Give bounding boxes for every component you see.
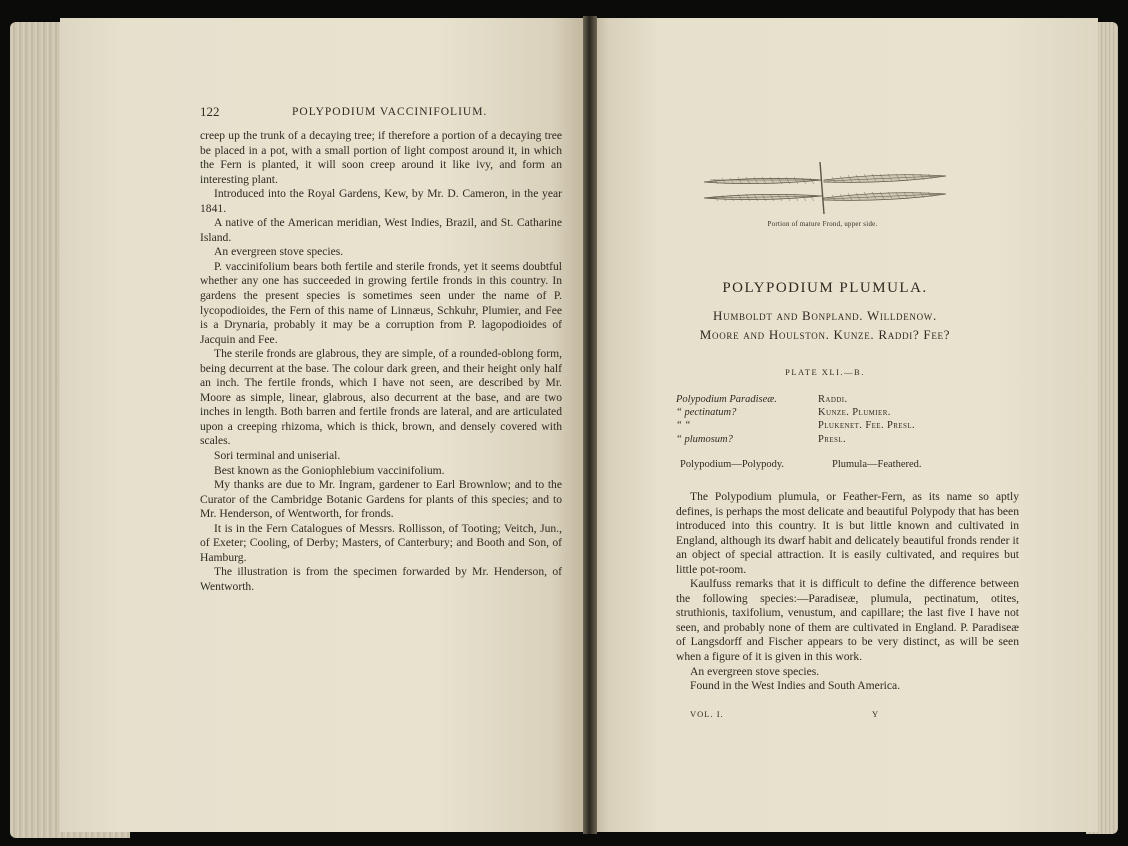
paragraph: The sterile fronds are glabrous, they are simple, of a rounded-oblong form, being decurrent at the base. The colour dark green, and their height only half an inch. The fertile fronds, which I have not seen, are described by Mr. Moore as simple, linear, glabrous, also decurrent at the base, and are two inches in length. Both barren and fertile fronds are lateral, and are articulated upon a creeping rhizoma, which is thick, brown, and densely covered with scales. <box>200 347 562 448</box>
running-header <box>200 106 570 122</box>
synonym-authority: Presl. <box>818 433 846 445</box>
right-body-text <box>676 490 1019 694</box>
volume-label: VOL. I. <box>690 709 724 719</box>
synonym-authority: Kunze. Plumier. <box>818 407 891 419</box>
paragraph: A native of the American meridian, West Indies, Brazil, and St. Catharine Island. <box>200 216 562 244</box>
page-footer <box>690 709 890 721</box>
paragraph: An evergreen stove species. <box>690 664 820 678</box>
synonym-row <box>676 406 1006 419</box>
synonym-name: “ plumosum? <box>676 433 733 445</box>
synonym-authority: Plukenet. Fee. Presl. <box>818 420 915 432</box>
paragraph: The Polypodium plumula, or Feather-Fern, as its name so aptly defines, is perhaps the most delicate and beautiful Polypody that has been introduced into this country. It is but little known and cultivated in England, although its dwarf habit and delicately beautiful fronds render it an object of special attraction. It is easily cultivated, and requires but little pot-room. <box>676 490 1019 576</box>
running-title: POLYPODIUM VACCINIFOLIUM. <box>292 106 488 118</box>
synonym-row <box>676 393 1006 406</box>
plate-reference: PLATE XLI.—B. <box>785 367 865 377</box>
left-body-text <box>200 129 562 595</box>
synonym-row <box>676 419 1006 432</box>
synonym-name: “ pectinatum? <box>676 407 737 419</box>
paragraph: My thanks are due to Mr. Ingram, gardener to Earl Brownlow; and to the Curator of the Cambridge Botanic Gardens for plants of this species; and to Mr. Henderson, of Wentworth, for fronds. <box>200 478 562 521</box>
authorities <box>640 306 1010 344</box>
paragraph: Best known as the Goniophlebium vaccinifolium. <box>214 463 445 477</box>
synonymy-list <box>676 393 1006 446</box>
synonym-authority: Raddi. <box>818 394 848 405</box>
signature-mark: Y <box>872 709 880 719</box>
etymology-species: Plumula—Feathered. <box>832 459 922 470</box>
synonym-name: “ “ <box>676 420 691 432</box>
authorities-line: Humboldt and Bonpland. Willdenow. <box>713 308 937 323</box>
paragraph: P. vaccinifolium bears both fertile and sterile fronds, yet it seems doubtful whether any one has succeeded in growing fertile fronds in this country. In gardens the present species is sometimes seen under the name of P. lycopodioides, the Fern of this name of Linnæus, Schkuhr, Plumier, and Fee is a Drynaria, probably it may be a corruption from P. lagopodioides of Jacquin and Fee. <box>200 259 562 346</box>
frond-illustration <box>700 158 950 216</box>
paragraph: An evergreen stove species. <box>214 245 344 259</box>
paragraph: It is in the Fern Catalogues of Messrs. Rollisson, of Tooting; Veitch, Jun., of Exeter; Cooling, of Derby; Masters, of Canterbury; and Booth and Son, of Hamburg. <box>200 521 562 564</box>
paragraph: Sori terminal and uniserial. <box>214 449 341 463</box>
book-gutter <box>583 16 597 834</box>
paragraph: The illustration is from the specimen forwarded by Mr. Henderson, of Wentworth. <box>200 565 562 593</box>
authorities-line: Moore and Houlston. Kunze. Raddi? Fee? <box>699 327 951 342</box>
page-title: POLYPODIUM PLUMULA. <box>722 280 928 296</box>
paragraph: Found in the West Indies and South America. <box>690 679 901 693</box>
synonym-row <box>676 433 1006 446</box>
page-number: 122 <box>200 104 220 119</box>
paragraph: Introduced into the Royal Gardens, Kew, by Mr. D. Cameron, in the year 1841. <box>200 187 562 215</box>
etymology-genus: Polypodium—Polypody. <box>680 459 785 470</box>
synonym-name: Polypodium Paradiseæ. <box>676 394 777 405</box>
figure-caption: Portion of mature Frond, upper side. <box>767 221 878 228</box>
paragraph: creep up the trunk of a decaying tree; if therefore a portion of a decaying tree be placed in a pot, with a small portion of light compost around it, in which the Fern is planted, it will soon creep around it like ivy, and form an interesting plant. <box>200 129 562 186</box>
paragraph: Kaulfuss remarks that it is difficult to define the difference between the following species:—Paradiseæ, plumula, pectinatum, otites, struthionis, taxifolium, venustum, and capillare; the last five I have not seen, and probably none of them are cultivated in England. P. Paradiseæ of Langsdorff and Fischer appears to be very distinct, as will be seen when a figure of it is given in this work. <box>676 577 1019 664</box>
